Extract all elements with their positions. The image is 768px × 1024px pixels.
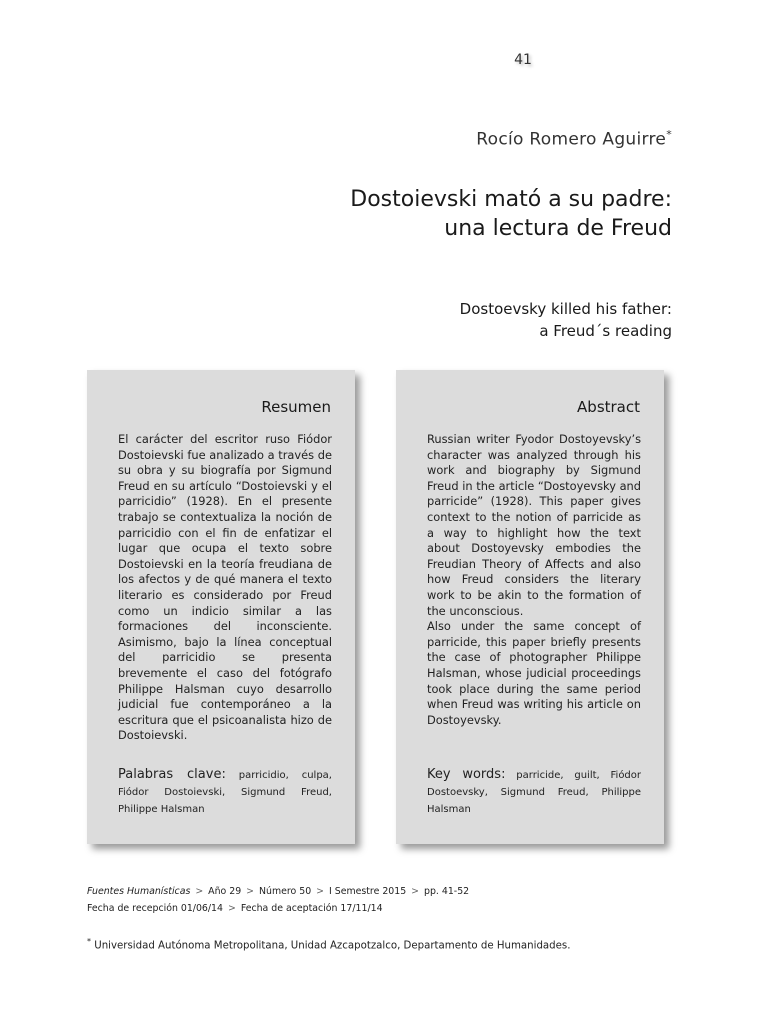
journal-year: Año 29 [208, 886, 242, 897]
separator: > [227, 903, 236, 914]
separator: > [411, 886, 420, 897]
footnote-text: Universidad Autónoma Metropolitana, Unidad Azcapotzalco, Departamento de Humanidades. [94, 940, 571, 952]
resumen-box [87, 370, 355, 844]
resumen-keywords-label: Palabras clave: [118, 767, 226, 782]
resumen-body [118, 432, 332, 744]
abstract-paragraph-1: Russian writer Fyodor Dostoyevsky’s character was analyzed through his work and biography by Sigmund Freud in the article “Dostoyevsky and parricide” (1928). This paper gives context to the notion of parricide as a way to highlight how the text about Dostoyevsky embodies the Freudian Theory of Affects and also how Freud considers the literary work to be akin to the formation of the unconscious. [427, 432, 641, 618]
page-number: 41 [514, 52, 532, 68]
separator: > [316, 886, 325, 897]
resumen-keywords-list: parricidio, culpa, Fiódor Dostoievski, Sigmund Freud, Philippe Halsman [118, 770, 332, 815]
abstract-box [396, 370, 664, 844]
publication-info [87, 886, 469, 897]
article-title-line1: Dostoievski mató a su padre: [350, 187, 672, 212]
resumen-paragraph: El carácter del escritor ruso Fiódor Dostoievski fue analizado a través de su obra y su biografía por Sigmund Freud en su artículo “Dostoievski y el parricidio” (1928). En el presente trabajo se contextualiza la noción de parricidio con el fin de enfatizar el lugar que ocupa el texto sobre Dostoievski en la teoría freudiana de los afectos y de qué manera el texto literario es considerado por Freud como un indicio similar a las formaciones del inconsciente. Asimismo, bajo la línea conceptual del parricidio se presenta brevemente el caso del fotógrafo Philippe Halsman cuyo desarrollo judicial fue contemporáneo a la escritura que el psicoanalista hizo de Dostoievski. [118, 432, 332, 743]
article-title-line2: una lectura de Freud [444, 216, 672, 241]
separator: > [195, 886, 204, 897]
submission-dates [87, 903, 383, 914]
article-title [350, 185, 672, 243]
abstract-body [427, 432, 641, 728]
journal-semester: I Semestre 2015 [329, 886, 407, 897]
journal-pages: pp. 41-52 [424, 886, 470, 897]
received-date: Fecha de recepción 01/06/14 [87, 903, 223, 914]
affiliation-footnote [87, 937, 570, 951]
journal-name: Fuentes Humanísticas [87, 886, 191, 897]
article-title-english [460, 298, 672, 342]
accepted-date: Fecha de aceptación 17/11/14 [240, 903, 383, 914]
author-footnote-marker: * [666, 128, 672, 141]
separator: > [246, 886, 255, 897]
abstract-keywords [427, 766, 641, 818]
article-title-english-line1: Dostoevsky killed his father: [459, 300, 672, 318]
abstract-keywords-list: parricide, guilt, Fiódor Dostoevsky, Sigmund Freud, Philippe Halsman [427, 770, 642, 815]
resumen-keywords [118, 766, 332, 818]
author-name [476, 128, 672, 150]
journal-number: Número 50 [259, 886, 312, 897]
author-name-text: Rocío Romero Aguirre [476, 129, 667, 150]
abstract-paragraph-2: Also under the same concept of parricide, this paper briefly presents the case of photographer Philippe Halsman, whose judicial proceedings took place during the same period when Freud was writing his article on Dostoyevsky. [427, 619, 641, 727]
footnote-marker: * [87, 937, 91, 946]
resumen-heading: Resumen [261, 398, 331, 416]
abstract-heading: Abstract [577, 398, 640, 416]
abstract-keywords-label: Key words: [427, 767, 506, 782]
article-title-english-line2: a Freud´s reading [539, 322, 672, 340]
